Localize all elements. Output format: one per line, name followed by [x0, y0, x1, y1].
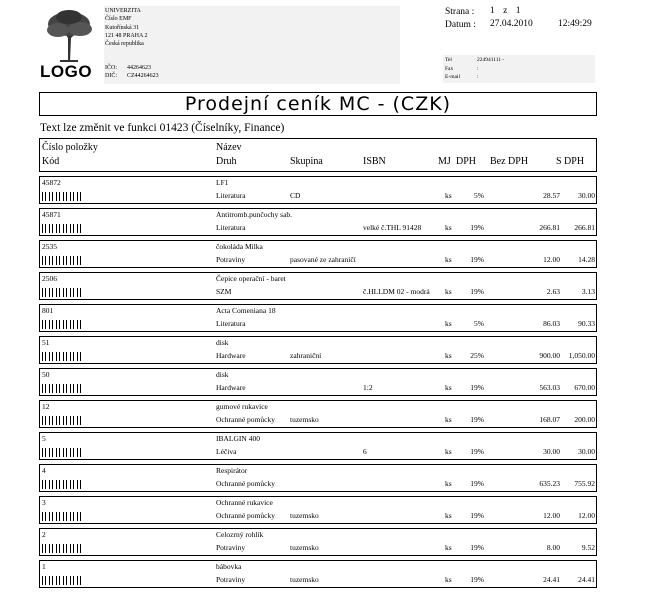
col-skupina: Skupina: [290, 156, 323, 167]
ico-value: 44264623: [127, 65, 151, 71]
table-row: [39, 368, 597, 396]
item-name: Ochranné rukavice: [216, 498, 273, 507]
item-skupina: tuzemsko: [290, 575, 319, 584]
item-bez-dph: 28.57: [543, 191, 560, 200]
item-s-dph: 755.92: [574, 479, 595, 488]
item-druh: Hardware: [216, 351, 246, 360]
item-druh: Hardware: [216, 383, 246, 392]
company-street: Kutořínská 31: [105, 24, 140, 31]
item-s-dph: 14.28: [578, 255, 595, 264]
barcode-icon: [42, 224, 82, 233]
item-dph: 19%: [470, 415, 484, 424]
email-label: E-mail: [445, 74, 460, 80]
item-code: 45872: [42, 178, 61, 187]
item-code: 3: [42, 498, 46, 507]
item-name: disk: [216, 370, 229, 379]
item-bez-dph: 86.03: [543, 319, 560, 328]
column-header: [39, 138, 597, 172]
item-druh: Ochranné pomůcky: [216, 415, 275, 424]
item-druh: Potraviny: [216, 575, 246, 584]
page-label: Strana :: [445, 7, 475, 17]
item-name: IBALGIN 400: [216, 434, 260, 443]
item-code: 5: [42, 434, 46, 443]
barcode-icon: [42, 480, 82, 489]
item-dph: 5%: [474, 191, 484, 200]
item-skupina: CD: [290, 191, 301, 200]
item-s-dph: 90.33: [578, 319, 595, 328]
item-s-dph: 24.41: [578, 575, 595, 584]
table-row: [39, 496, 597, 524]
report-header: [0, 0, 658, 88]
col-dph: DPH: [456, 156, 477, 167]
page-meta-labels: [445, 6, 489, 32]
item-code: 2506: [42, 274, 57, 283]
barcode-icon: [42, 288, 82, 297]
barcode-icon: [42, 352, 82, 361]
company-name: UNIVERZITA: [105, 8, 141, 14]
table-row: [39, 304, 597, 332]
item-name: Respirátor: [216, 466, 248, 475]
item-s-dph: 30.00: [578, 191, 595, 200]
table-row: [39, 528, 597, 556]
item-mj: ks: [445, 575, 452, 584]
item-code: 801: [42, 306, 54, 315]
item-bez-dph: 2.63: [546, 287, 560, 296]
dic-value: CZ44264623: [127, 73, 159, 80]
item-bez-dph: 168.07: [539, 415, 560, 424]
table-row: [39, 272, 597, 300]
col-cislo: Číslo položky: [42, 142, 98, 153]
item-bez-dph: 900.00: [539, 351, 560, 360]
item-list: [39, 176, 597, 592]
barcode-icon: [42, 256, 82, 265]
item-skupina: tuzemsko: [290, 543, 319, 552]
tel-label: Tel: [445, 57, 452, 63]
contact-box: [443, 55, 595, 83]
item-code: 4: [42, 466, 46, 475]
item-bez-dph: 8.00: [546, 543, 560, 552]
print-time: 12:49:29: [558, 19, 592, 29]
barcode-icon: [42, 544, 82, 553]
table-row: [39, 464, 597, 492]
item-code: 51: [42, 338, 50, 347]
item-mj: ks: [445, 543, 452, 552]
item-name: Celozrný rohlík: [216, 530, 264, 539]
ico-label: IČO:: [105, 65, 117, 71]
company-city: 121 48 PRAHA 2: [105, 32, 148, 39]
fax-label: Fax: [445, 65, 454, 72]
barcode-icon: [42, 320, 82, 329]
item-name: čokoláda Milka: [216, 242, 263, 251]
item-druh: Literatura: [216, 191, 246, 200]
item-code: 50: [42, 370, 50, 379]
item-dph: 19%: [470, 511, 484, 520]
company-address: [104, 6, 400, 84]
item-name: bábovka: [216, 562, 242, 571]
item-name: Antitromb.punčochy sab.: [216, 210, 293, 219]
item-bez-dph: 266.81: [539, 223, 560, 232]
company-dept: Číslo EMF: [105, 16, 132, 23]
item-druh: Ochranné pomůcky: [216, 511, 275, 520]
col-mj: MJ: [438, 156, 451, 167]
item-druh: Léčiva: [216, 447, 237, 456]
item-skupina: tuzemsko: [290, 415, 319, 424]
item-bez-dph: 635.23: [539, 479, 560, 488]
barcode-icon: [42, 192, 82, 201]
item-s-dph: 9.52: [581, 543, 595, 552]
item-isbn: velké č.THL 91428: [363, 223, 422, 232]
col-druh: Druh: [216, 156, 237, 167]
item-mj: ks: [445, 223, 452, 232]
item-s-dph: 30.00: [578, 447, 595, 456]
date-label: Datum :: [445, 20, 476, 30]
item-code: 12: [42, 402, 50, 411]
item-code: 1: [42, 562, 46, 571]
item-s-dph: 670.00: [574, 383, 595, 392]
item-skupina: zahraniční: [290, 351, 322, 360]
item-name: gumové rukavice: [216, 402, 268, 411]
col-kod: Kód: [42, 156, 60, 167]
item-isbn: 6: [363, 447, 367, 456]
item-druh: Literatura: [216, 223, 246, 232]
item-bez-dph: 563.03: [539, 383, 560, 392]
print-date: 27.04.2010: [490, 19, 533, 29]
col-bez-dph: Bez DPH: [490, 156, 529, 167]
table-row: [39, 240, 597, 268]
item-mj: ks: [445, 511, 452, 520]
item-s-dph: 266.81: [574, 223, 595, 232]
item-mj: ks: [445, 319, 452, 328]
item-druh: Potraviny: [216, 543, 246, 552]
item-code: 45871: [42, 210, 61, 219]
item-mj: ks: [445, 191, 452, 200]
item-bez-dph: 24.41: [543, 575, 560, 584]
item-dph: 19%: [470, 255, 484, 264]
item-code: 2535: [42, 242, 57, 251]
item-mj: ks: [445, 255, 452, 264]
item-dph: 19%: [470, 479, 484, 488]
item-bez-dph: 12.00: [543, 511, 560, 520]
company-country: Česká republika: [105, 41, 144, 48]
email-value: :: [477, 74, 479, 80]
item-bez-dph: 30.00: [543, 447, 560, 456]
item-s-dph: 12.00: [578, 511, 595, 520]
item-druh: SZM: [216, 287, 232, 296]
item-mj: ks: [445, 351, 452, 360]
item-dph: 19%: [470, 575, 484, 584]
item-dph: 19%: [470, 287, 484, 296]
table-row: [39, 336, 597, 364]
table-row: [39, 432, 597, 460]
item-isbn: 1:2: [363, 383, 373, 392]
item-druh: Literatura: [216, 319, 246, 328]
item-dph: 19%: [470, 543, 484, 552]
item-mj: ks: [445, 479, 452, 488]
item-mj: ks: [445, 415, 452, 424]
tree-logo-icon: [44, 8, 94, 63]
table-row: [39, 176, 597, 204]
item-name: Čepice operační - baret: [216, 274, 286, 283]
logo-text: LOGO: [40, 62, 93, 81]
col-nazev: Název: [216, 142, 242, 153]
barcode-icon: [42, 512, 82, 521]
report-subtitle: Text lze změnit ve funkci 01423 (Číselníky, Finance): [40, 122, 285, 134]
item-mj: ks: [445, 383, 452, 392]
item-druh: Ochranné pomůcky: [216, 479, 275, 488]
item-mj: ks: [445, 447, 452, 456]
barcode-icon: [42, 416, 82, 425]
item-dph: 5%: [474, 319, 484, 328]
item-s-dph: 200.00: [574, 415, 595, 424]
tel-value: 224941111 -: [477, 57, 505, 63]
item-dph: 25%: [470, 351, 484, 360]
item-dph: 19%: [470, 383, 484, 392]
table-row: [39, 560, 597, 588]
item-druh: Potraviny: [216, 255, 246, 264]
item-name: LF1: [216, 178, 229, 187]
page-number: 1 z 1: [490, 6, 524, 16]
item-isbn: č.HLLDM 02 - modrá: [363, 287, 430, 296]
item-code: 2: [42, 530, 46, 539]
item-bez-dph: 12.00: [543, 255, 560, 264]
item-s-dph: 1,050.00: [568, 351, 595, 360]
item-name: disk: [216, 338, 229, 347]
item-skupina: tuzemsko: [290, 511, 319, 520]
col-s-dph: S DPH: [556, 156, 585, 167]
dic-label: DIČ:: [105, 73, 117, 80]
item-mj: ks: [445, 287, 452, 296]
item-dph: 19%: [470, 447, 484, 456]
item-s-dph: 3.13: [581, 287, 595, 296]
company-ids: [105, 64, 159, 81]
item-skupina: pasované ze zahraničí: [290, 255, 356, 264]
col-isbn: ISBN: [363, 156, 386, 167]
barcode-icon: [42, 448, 82, 457]
barcode-icon: [42, 576, 82, 585]
report-title: Prodejní ceník MC - (CZK): [39, 92, 597, 116]
barcode-icon: [42, 384, 82, 393]
table-row: [39, 208, 597, 236]
fax-value: :: [477, 65, 479, 72]
item-name: Acta Comeniana 18: [216, 306, 276, 315]
item-dph: 19%: [470, 223, 484, 232]
table-row: [39, 400, 597, 428]
